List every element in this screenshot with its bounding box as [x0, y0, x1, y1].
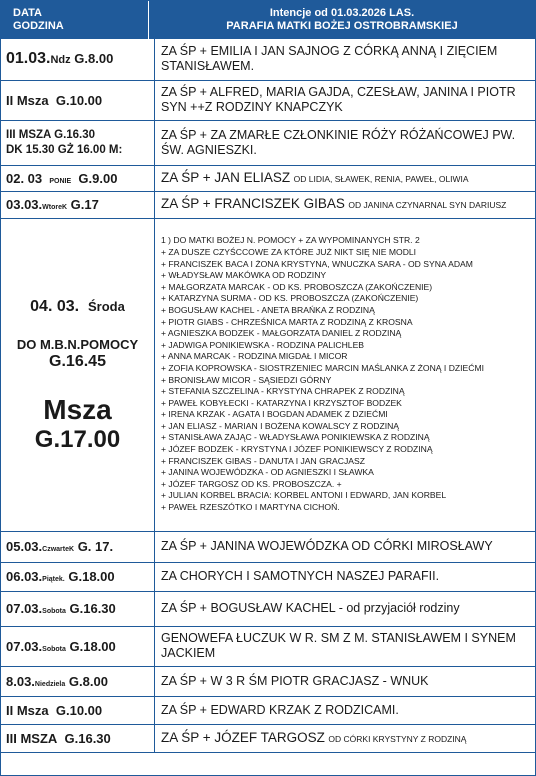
intention-main: ZA ŚP + FRANCISZEK GIBAS [161, 196, 345, 211]
list-item: + MAŁGORZATA MARCAK - OD KS. PROBOSZCZA (ZAKOŃCZENIE) [161, 281, 433, 292]
list-item: + WŁADYSŁAW MAKÓWKA OD RODZINY [161, 270, 327, 281]
date-time: G.10.00 [55, 92, 103, 108]
wednesday-intention-list [155, 218, 536, 531]
intention-cell: GENOWEFA ŁUCZUK W R. SM Z M. STANISŁAWEM I SYNEM JACKIEM [155, 626, 536, 666]
list-item: + FRANCISZEK GIBAS - DANUTA I JAN GRACJASZ [161, 455, 365, 466]
list-item: + FRANCISZEK BACA I ŻONA KRYSTYNA, WNUCZKA SARA - OD SYNA ADAM [161, 258, 473, 269]
date-main: 8.03. [6, 673, 35, 689]
date-time: G.8.00 [68, 673, 108, 689]
date-cell [1, 696, 155, 724]
header-parish: PARAFIA MATKI BOŻEJ OSTROBRAMSKIEJ [226, 20, 458, 32]
date-cell [1, 626, 155, 666]
table-row [1, 562, 535, 591]
date-cell [1, 562, 155, 591]
date-main: III MSZA [6, 730, 58, 746]
list-item: + JULIAN KORBEL BRACIA: KORBEL ANTONI I EDWARD, JAN KORBEL [161, 490, 447, 501]
date-cell [1, 39, 155, 80]
header-time-label: GODZINA [13, 20, 64, 32]
list-item: + ANNA MARCAK - RODZINA MIGDAŁ I MICOR [161, 351, 348, 362]
date-cell [1, 591, 155, 626]
date-cell [1, 531, 155, 562]
date-day: WtoreK [42, 204, 68, 211]
list-item: + STEFANIA SZCZELINA - KRYSTYNA CHRAPEK Z RODZINĄ [161, 386, 405, 397]
wednesday-msza: Msza [43, 394, 112, 425]
header-left [1, 1, 149, 39]
intention-cell [155, 191, 536, 218]
table-row [1, 531, 535, 562]
table-row [1, 39, 535, 80]
date-main: 05.03. [6, 539, 43, 554]
list-item: + BRONISŁAW MICOR - SĄSIEDZI GÓRNY [161, 374, 332, 385]
list-item: + PAWEŁ KOBYŁECKI - KATARZYNA I KRZYSZTOF BODZEK [161, 397, 402, 408]
table-row [1, 191, 535, 218]
intention-cell: ZA ŚP + W 3 R ŚM PIOTR GRACJASZ - WNUK [155, 666, 536, 696]
intention-small: OD CÓRKI KRYSTYNY Z RODZINĄ [328, 733, 467, 744]
date-day: Niedziela [34, 680, 66, 688]
list-item: + STANISŁAWA ZAJĄC - WŁADYSŁAWA PONIKIEWSKA Z RODZINĄ [161, 432, 430, 443]
date-main: II Msza [6, 92, 49, 108]
intention-cell: ZA ŚP + EMILIA I JAN SAJNOG Z CÓRKĄ ANNĄ I ZIĘCIEM STANISŁAWEM. [155, 39, 536, 80]
date-main: 07.03. [6, 601, 43, 616]
table-row [1, 724, 535, 752]
date-day: Ndz [50, 54, 71, 67]
table-row [1, 696, 535, 724]
date-day: Sobota [42, 608, 66, 615]
date-main: 07.03. [6, 638, 43, 654]
date-line1: III MSZA G.16.30 [6, 128, 96, 141]
date-cell [1, 165, 155, 191]
date-main: 03.03. [6, 197, 43, 212]
header-title: Intencje od 01.03.2026 LAS. [269, 7, 415, 19]
date-day: CzwarteK [42, 546, 75, 553]
date-time: G. 17. [77, 539, 114, 554]
list-item: + JÓZEF TARGOSZ OD KS. PROBOSZCZA. + [161, 478, 342, 489]
intention-cell: ZA ŚP + JANINA WOJEWÓDZKA OD CÓRKI MIROSŁAWY [155, 531, 536, 562]
table-row-wednesday [1, 218, 535, 531]
list-item: + IRENA KRZAK - AGATA I BOGDAN ADAMEK Z DZIEĆMI [161, 409, 388, 420]
intention-cell: ZA CHORYCH I SAMOTNYCH NASZEJ PARAFII. [155, 562, 536, 591]
header-date-label: DATA [13, 7, 42, 19]
date-cell [1, 724, 155, 752]
intention-cell: ZA ŚP + EDWARD KRZAK Z RODZICAMI. [155, 696, 536, 724]
date-time: G.18.00 [68, 569, 115, 584]
wednesday-date: 04. 03. Środa [30, 298, 125, 315]
header [1, 1, 535, 39]
date-time: G.8.00 [74, 51, 114, 67]
list-item: + JAN ELIASZ - MARIAN I BOŻENA KOWALSCY Z RODZINĄ [161, 420, 400, 431]
date-main: 02. 03 [6, 170, 43, 186]
date-day: Piątek. [42, 576, 65, 583]
list-item: + JANINA WOJEWÓDZKA - OD AGNIESZKI I SŁAWKA [161, 467, 374, 478]
intentions-table [1, 39, 535, 753]
intention-small: OD JANINA CZYNARNAL SYN DARIUSZ [348, 200, 507, 210]
list-item: + PIOTR GIABS - CHRZEŚNICA MARTA Z RODZINĄ Z KROSNA [161, 316, 413, 327]
wednesday-label1: DO M.B.N.POMOCY [16, 337, 139, 352]
date-main: 01.03. [6, 50, 51, 68]
table-row [1, 120, 535, 165]
date-main: 06.03. [6, 569, 43, 584]
table-row [1, 80, 535, 120]
wednesday-date-cell [1, 218, 155, 531]
intention-main: ZA ŚP + JÓZEF TARGOSZ [161, 729, 325, 745]
header-right [149, 1, 535, 39]
date-time: G.10.00 [55, 702, 103, 718]
date-cell [1, 80, 155, 120]
list-item: + ZOFIA KOPROWSKA - SIOSTRZENIEC MARCIN MAŚLANKA Z ŻONĄ I DZIEĆMI [161, 362, 485, 373]
date-time: G.9.00 [78, 170, 118, 186]
date-day: Sobota [42, 645, 66, 653]
list-item: 1 ) DO MATKI BOŻEJ N. POMOCY + ZA WYPOMINANYCH STR. 2 [161, 235, 420, 246]
date-line2: DK 15.30 GŻ 16.00 M: [6, 143, 123, 156]
date-cell [1, 120, 155, 165]
intention-cell: ZA ŚP + BOGUSŁAW KACHEL - od przyjaciół rodziny [155, 591, 536, 626]
intention-cell: ZA ŚP + ALFRED, MARIA GAJDA, CZESŁAW, JANINA I PIOTR SYN ++Z RODZINY KNAPCZYK [155, 80, 536, 120]
date-cell [1, 191, 155, 218]
list-item: + PAWEŁ RZESZÓTKO I MARTYNA CICHOŃ. [161, 502, 340, 513]
list-item: + ZA DUSZE CZYŚCCOWE ZA KTÓRE JUŻ NIKT SIĘ NIE MODLI [161, 246, 417, 257]
table-row [1, 666, 535, 696]
date-time: G.17 [70, 197, 99, 212]
intention-cell [155, 724, 536, 752]
table-row [1, 591, 535, 626]
date-time: G.16.30 [64, 730, 111, 746]
date-time: G.16.30 [69, 601, 116, 616]
date-day: PONIE [49, 177, 72, 185]
intention-small: OD LIDIA, SŁAWEK, RENIA, PAWEŁ, OLIWIA [293, 173, 469, 184]
list-item: + AGNIESZKA BODZEK - MAŁGORZATA DANIEL Z RODZINĄ [161, 328, 402, 339]
date-cell [1, 666, 155, 696]
list-item: + KATARZYNA SURMA - OD KS. PROBOSZCZA (ZAKOŃCZENIE) [161, 293, 419, 304]
intention-cell: ZA ŚP + ZA ZMARŁE CZŁONKINIE RÓŻY RÓŻAŃCOWEJ PW. ŚW. AGNIESZKI. [155, 120, 536, 165]
date-main: II Msza [6, 702, 49, 718]
wednesday-label2: G.16.45 [49, 353, 106, 370]
intention-cell [155, 165, 536, 191]
wednesday-time: G.17.00 [34, 426, 121, 453]
list-item: + JADWIGA PONIKIEWSKA - RODZINA PALICHLEB [161, 339, 365, 350]
table-row [1, 165, 535, 191]
list-item: + JÓZEF BODZEK - KRYSTYNA I JÓZEF PONIKIEWSCY Z RODZINĄ [161, 444, 433, 455]
list-item: + BOGUSŁAW KACHEL - ANETA BRAŃKA Z RODZINĄ [161, 304, 375, 315]
table-row [1, 626, 535, 666]
date-time: G.18.00 [69, 638, 116, 654]
intention-main: ZA ŚP + JAN ELIASZ [161, 169, 291, 185]
